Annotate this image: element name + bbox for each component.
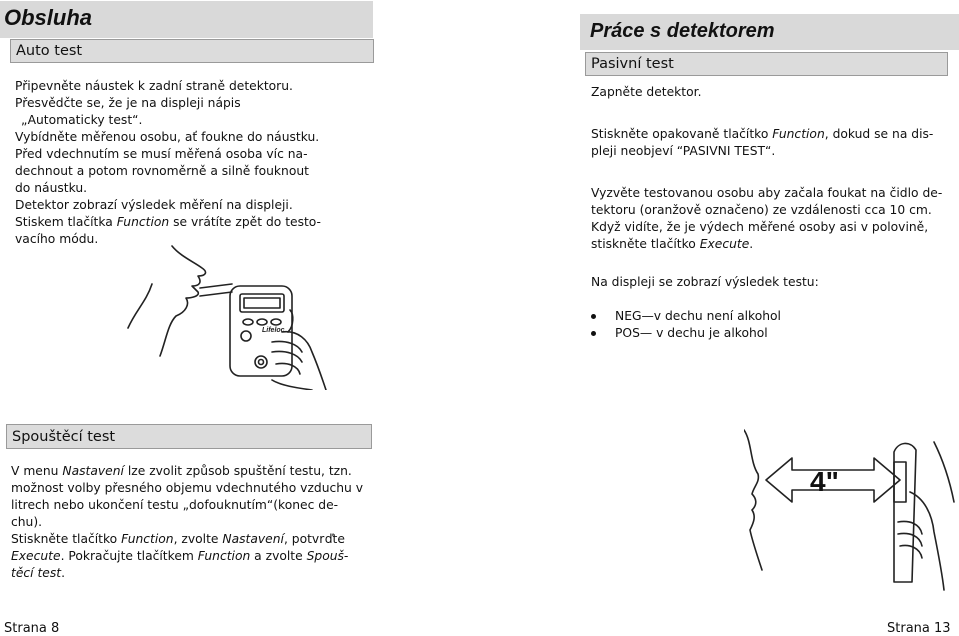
breath-test-illustration	[122, 240, 362, 390]
auto-line-8: Detektor zobrazí výsledek měření na displeji.	[15, 198, 293, 212]
pass-p4: Na displeji se zobrazí výsledek testu:	[591, 275, 819, 289]
auto-line-2	[15, 95, 339, 112]
trig-1a: V menu	[11, 464, 63, 478]
trig-6a: Execute	[11, 549, 61, 563]
auto-line-1: Připevněte náustek k zadní straně detektoru.	[15, 79, 293, 93]
right-page-title: Práce s detektorem	[590, 20, 775, 42]
trig-6c: Function	[197, 549, 251, 563]
trig-line-1	[11, 463, 365, 480]
auto-line-5: Před vdechnutím se musí měřená osoba víc na-	[15, 147, 308, 161]
auto-line-9c: se vrátíte zpět do testo-	[169, 215, 321, 229]
trig-7b: .	[61, 566, 66, 580]
trig-5e: , potvrďte	[283, 532, 345, 546]
pass-2a: Stiskněte opakovaně tlačítko	[591, 127, 773, 141]
result-pos-text: POS— v dechu je alkohol	[615, 326, 768, 340]
spacer-1	[591, 101, 951, 126]
result-neg-text: NEG—v dechu není alkohol	[615, 309, 781, 323]
pass-p3-l3: Když vidíte, že je výdech měřené osoby asi v polovině,	[591, 220, 929, 234]
pass-2c: , dokud se na dis-	[824, 127, 934, 141]
auto-line-3: „Automaticky test“.	[21, 113, 143, 127]
trig-6e: Spouš-	[306, 549, 349, 563]
passive-test-heading: Pasivní test	[591, 56, 674, 72]
auto-line-9b: Function	[116, 215, 170, 229]
trig-line-7	[11, 565, 365, 582]
trig-5b: Function	[121, 532, 174, 546]
pass-2b: Function	[772, 127, 825, 141]
auto-line-6: dechnout a potom rovnoměrně a silně fouknout	[15, 164, 309, 178]
trig-5a: Stiskněte tlačítko	[11, 532, 122, 546]
trig-line-5	[11, 531, 365, 548]
trig-1c: lze zvolit způsob spuštění testu, tzn.	[123, 464, 352, 478]
bullet-dot-icon	[591, 314, 596, 319]
result-neg	[587, 308, 887, 325]
trig-5d: Nastavení	[222, 532, 284, 546]
pass-p2-l2: pleji neobjeví “PASIVNI TEST“.	[591, 144, 776, 158]
trig-7a: těcí test	[11, 566, 62, 580]
trig-5c: , zvolte	[173, 532, 223, 546]
pass-p3-l2: tektoru (oranžově označeno) ze vzdálenosti cca 10 cm.	[591, 203, 932, 217]
distance-label: 4"	[810, 466, 839, 497]
trigger-test-heading: Spouštěcí test	[12, 429, 116, 445]
auto-line-4: Vybídněte měřenou osobu, ať foukne do náustku.	[15, 130, 320, 144]
result-list	[587, 308, 887, 342]
result-pos	[587, 325, 887, 342]
trig-line-3: litrech nebo ukončení testu „dofouknutím“(konec de-	[11, 498, 339, 512]
left-page-title: Obsluha	[4, 5, 93, 30]
bullet-dot-icon	[591, 331, 596, 336]
pass-3a: stiskněte tlačítko	[591, 237, 700, 251]
pass-p1: Zapněte detektor.	[591, 85, 702, 99]
trig-6b: . Pokračujte tlačítkem	[60, 549, 198, 563]
auto-line-9a: Stiskem tlačítka	[15, 215, 117, 229]
auto-test-heading: Auto test	[16, 43, 83, 59]
trig-1b: Nastavení	[62, 464, 124, 478]
auto-line-9	[15, 214, 339, 231]
passive-test-illustration	[744, 422, 959, 592]
trigger-test-heading-box	[6, 424, 372, 449]
auto-line-2-text: Přesvědčte se, že je na displeji nápis	[15, 96, 241, 110]
spacer-2	[591, 160, 951, 185]
auto-line-7: do náustku.	[15, 181, 88, 195]
trigger-test-text	[11, 463, 365, 582]
pass-p2-l1	[591, 126, 951, 143]
auto-test-text	[15, 78, 339, 248]
trig-line-4: chu).	[11, 515, 43, 529]
auto-test-heading-box	[10, 39, 374, 63]
trig-line-6	[11, 548, 365, 565]
pass-3c: .	[749, 237, 754, 251]
spacer-3	[591, 253, 951, 274]
right-page-number: Strana 13	[887, 621, 951, 636]
pass-3b: Execute	[699, 237, 750, 251]
left-page-number: Strana 8	[4, 621, 60, 636]
auto-line-10: vacího módu.	[15, 232, 99, 246]
trig-6d: a zvolte	[250, 549, 307, 563]
trig-line-2: možnost volby přesného objemu vdechnutého vzduchu v	[11, 481, 364, 495]
pass-p3-l1: Vyzvěte testovanou osobu aby začala foukat na čidlo de-	[591, 186, 943, 200]
passive-test-text	[591, 84, 951, 291]
device-brand-label: Lifeloc	[262, 327, 285, 334]
pass-p3-l4	[591, 236, 951, 253]
passive-test-heading-box	[585, 52, 948, 76]
